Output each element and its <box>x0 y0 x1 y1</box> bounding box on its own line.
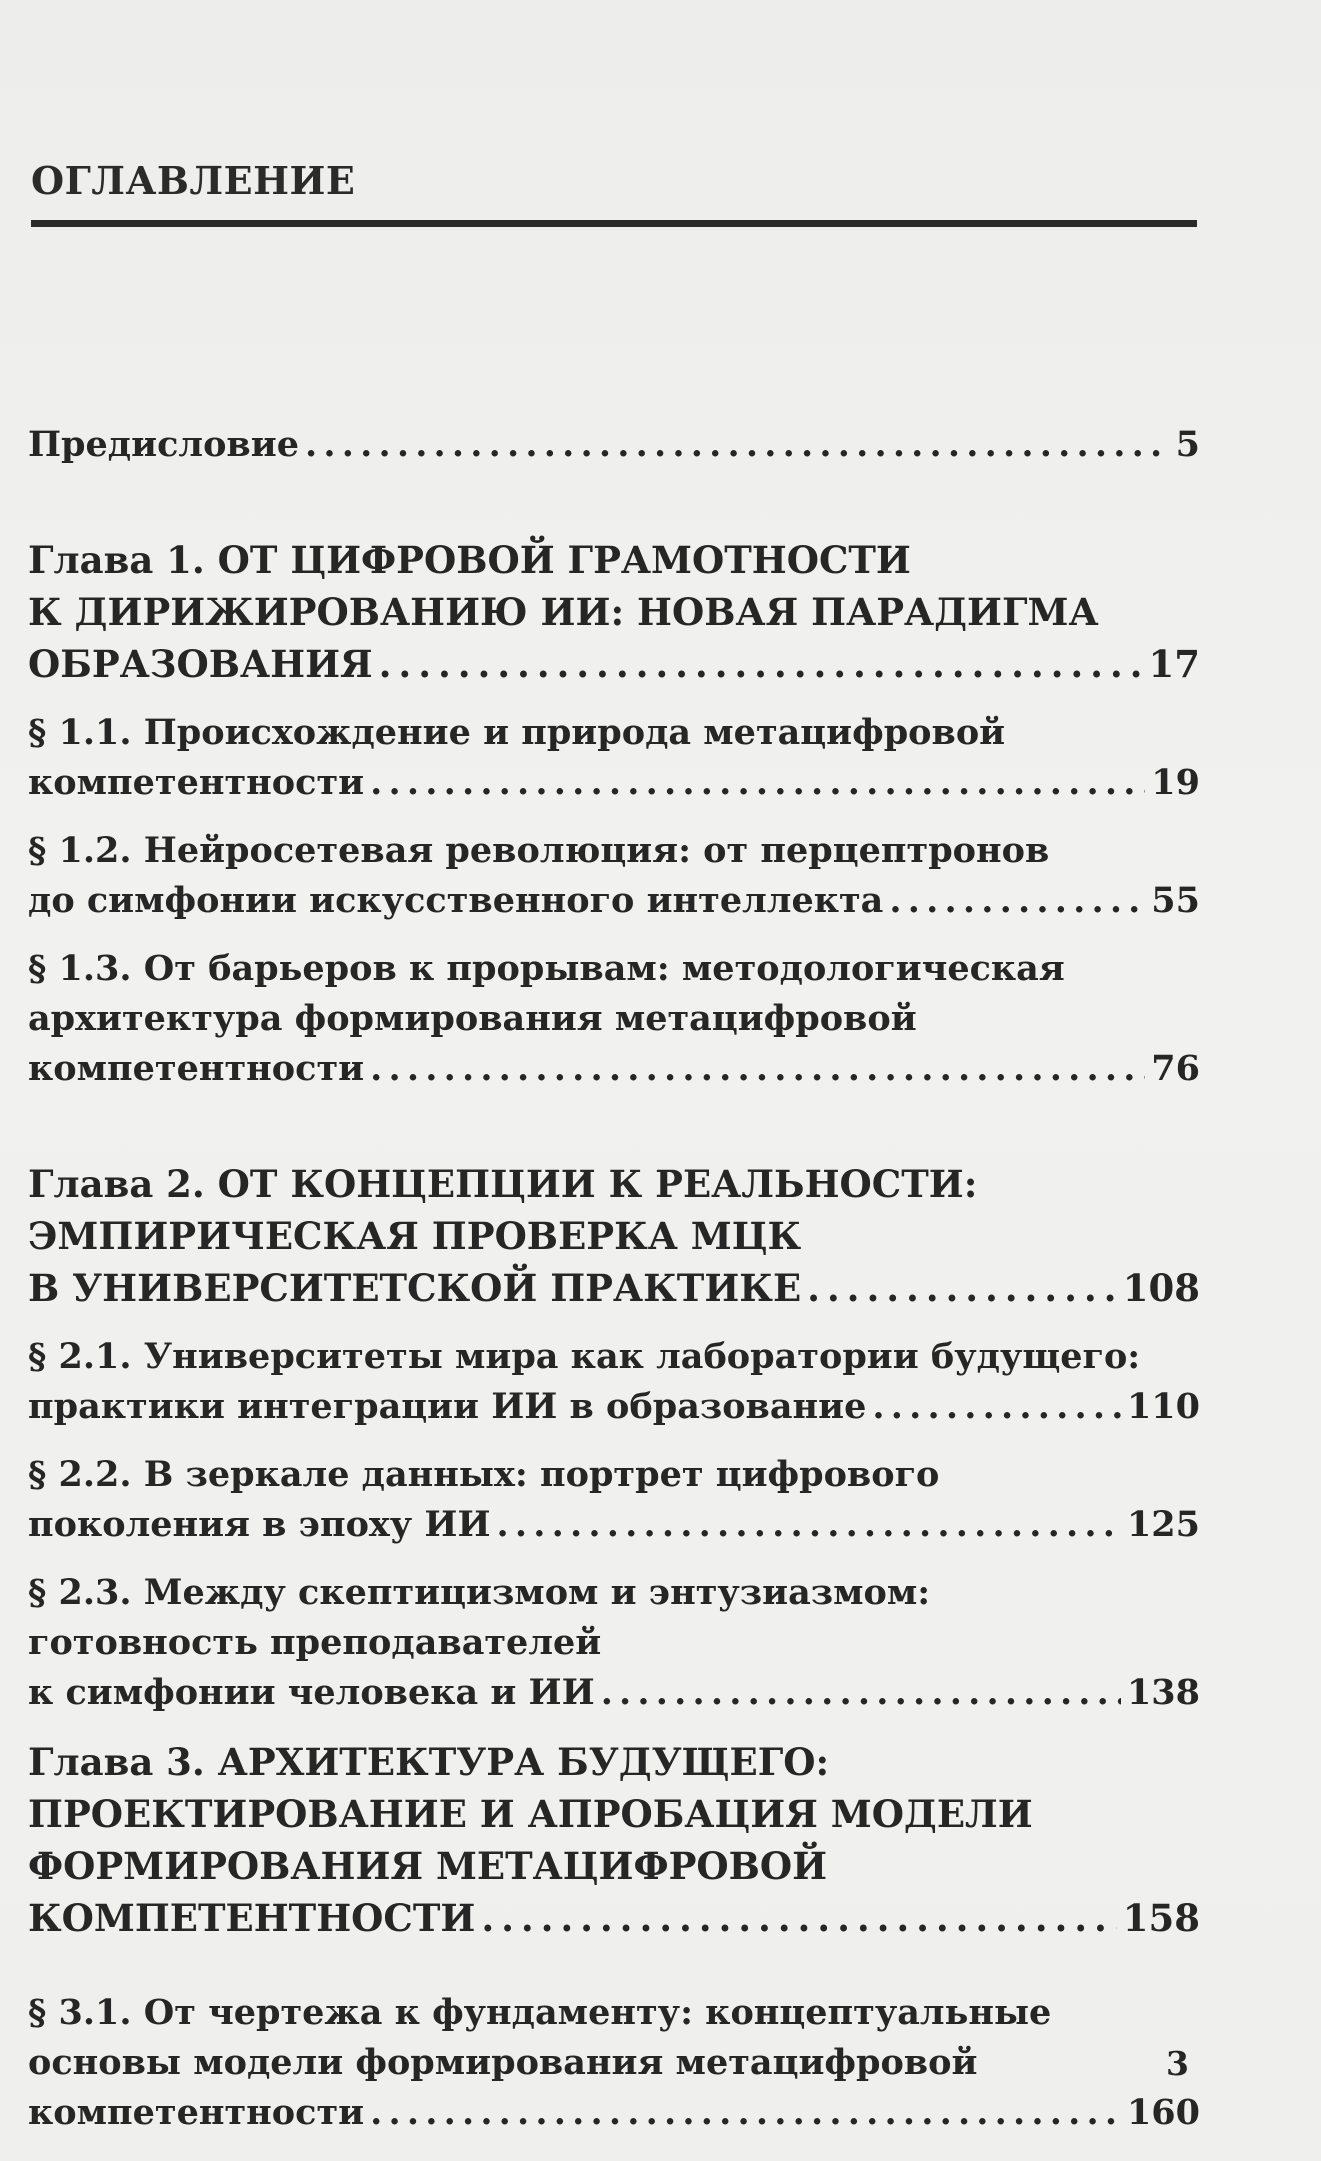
heading-rule <box>31 220 1197 227</box>
toc-entry-last-line <box>28 1044 1200 1094</box>
dot-leader <box>807 1262 1117 1314</box>
toc-page-number: 108 <box>1122 1266 1200 1310</box>
dot-leader <box>889 876 1145 926</box>
toc-entry-section[interactable] <box>28 826 1200 926</box>
toc-page-number: 125 <box>1126 1504 1200 1545</box>
toc-entry-title: ОБРАЗОВАНИЯ <box>28 642 373 686</box>
toc-spacer <box>28 1432 1200 1450</box>
toc-list <box>28 420 1200 2138</box>
toc-spacer <box>28 1094 1200 1158</box>
toc-entry-chapter[interactable] <box>28 534 1200 690</box>
toc-spacer <box>28 470 1200 534</box>
toc-entry-last-line <box>28 1382 1200 1432</box>
toc-spacer <box>28 926 1200 944</box>
toc-entry-line: § 2.3. Между скептицизмом и энтузиазмом: <box>28 1572 931 1613</box>
toc-entry-last-line <box>28 1500 1200 1550</box>
toc-entry-last-line <box>28 1668 1200 1718</box>
toc-entry-last-line <box>28 2088 1200 2138</box>
toc-page-number: 5 <box>1175 424 1200 465</box>
toc-page-number: 160 <box>1126 2092 1200 2133</box>
toc-page-number: 55 <box>1151 880 1200 921</box>
toc-entry-section[interactable] <box>28 1450 1200 1550</box>
toc-entry-line: § 2.1. Университеты мира как лаборатории будущего: <box>28 1336 1141 1377</box>
toc-entry-section[interactable] <box>28 1332 1200 1432</box>
dot-leader <box>370 758 1145 808</box>
dot-leader <box>497 1500 1121 1550</box>
toc-entry-chapter[interactable] <box>28 1736 1200 1944</box>
toc-entry-title: компетентности <box>28 762 365 803</box>
toc-entry-last-line <box>28 638 1200 690</box>
toc-entry-line: основы модели формирования метацифровой <box>28 2042 978 2083</box>
toc-entry-line: ФОРМИРОВАНИЯ МЕТАЦИФРОВОЙ <box>28 1844 828 1888</box>
dot-leader <box>601 1668 1121 1718</box>
toc-entry-title: В УНИВЕРСИТЕТСКОЙ ПРАКТИКЕ <box>28 1266 802 1310</box>
toc-entry-line: § 1.3. От барьеров к прорывам: методологическая <box>28 948 1065 989</box>
toc-entry-section[interactable] <box>28 944 1200 1094</box>
toc-entry-line: архитектура формирования метацифровой <box>28 998 917 1039</box>
toc-entry-title: компетентности <box>28 1048 365 1089</box>
toc-entry-line: § 3.1. От чертежа к фундаменту: концептуальные <box>28 1992 1052 2033</box>
toc-entry-line: § 2.2. В зеркале данных: портрет цифрового <box>28 1454 940 1495</box>
toc-entry-section[interactable] <box>28 1988 1200 2138</box>
toc-page-number: 138 <box>1126 1672 1200 1713</box>
toc-entry-line: § 1.2. Нейросетевая революция: от перцептронов <box>28 830 1050 871</box>
toc-page-number: 110 <box>1126 1386 1200 1427</box>
toc-entry-section[interactable] <box>28 708 1200 808</box>
toc-entry-title: практики интеграции ИИ в образование <box>28 1386 867 1427</box>
toc-spacer <box>28 1314 1200 1332</box>
toc-entry-line: ПРОЕКТИРОВАНИЕ И АПРОБАЦИЯ МОДЕЛИ <box>28 1792 1033 1836</box>
toc-entry-section[interactable] <box>28 1568 1200 1718</box>
toc-page-number: 19 <box>1151 762 1200 803</box>
toc-entry-title: до симфонии искусственного интеллекта <box>28 880 884 921</box>
toc-spacer <box>28 808 1200 826</box>
toc-entry-line: Глава 3. АРХИТЕКТУРА БУДУЩЕГО: <box>28 1740 830 1784</box>
toc-entry-line: К ДИРИЖИРОВАНИЮ ИИ: НОВАЯ ПАРАДИГМА <box>28 590 1099 634</box>
toc-entry-title: Предисловие <box>28 424 299 465</box>
toc-entry-chapter[interactable] <box>28 1158 1200 1314</box>
toc-page-number: 17 <box>1148 642 1200 686</box>
toc-page-number: 158 <box>1122 1896 1200 1940</box>
toc-entry-line: Глава 2. ОТ КОНЦЕПЦИИ К РЕАЛЬНОСТИ: <box>28 1162 978 1206</box>
toc-entry-last-line <box>28 1262 1200 1314</box>
toc-entry-last-line <box>28 1892 1200 1944</box>
toc-entry-preface[interactable] <box>28 420 1200 470</box>
toc-entry-line: готовность преподавателей <box>28 1622 602 1663</box>
toc-entry-line: Глава 1. ОТ ЦИФРОВОЙ ГРАМОТНОСТИ <box>28 538 911 582</box>
dot-leader <box>370 2088 1121 2138</box>
toc-heading: ОГЛАВЛЕНИЕ <box>31 158 356 203</box>
toc-entry-line: ЭМПИРИЧЕСКАЯ ПРОВЕРКА МЦК <box>28 1214 802 1258</box>
toc-page-number: 76 <box>1151 1048 1200 1089</box>
dot-leader <box>379 638 1143 690</box>
toc-entry-title: поколения в эпоху ИИ <box>28 1504 491 1545</box>
toc-entry-title: КОМПЕТЕНТНОСТИ <box>28 1896 476 1940</box>
toc-spacer <box>28 1550 1200 1568</box>
toc-entry-last-line <box>28 758 1200 808</box>
toc-spacer <box>28 690 1200 708</box>
toc-spacer <box>28 1944 1200 1988</box>
toc-entry-last-line <box>28 420 1200 470</box>
toc-entry-line: § 1.1. Происхождение и природа метацифровой <box>28 712 1006 753</box>
page-number: 3 <box>1166 2044 1189 2083</box>
toc-entry-last-line <box>28 876 1200 926</box>
toc-entry-title: компетентности <box>28 2092 365 2133</box>
dot-leader <box>305 420 1170 470</box>
dot-leader <box>872 1382 1121 1432</box>
dot-leader <box>370 1044 1145 1094</box>
dot-leader <box>481 1892 1116 1944</box>
toc-entry-title: к симфонии человека и ИИ <box>28 1672 595 1713</box>
toc-spacer <box>28 1718 1200 1736</box>
